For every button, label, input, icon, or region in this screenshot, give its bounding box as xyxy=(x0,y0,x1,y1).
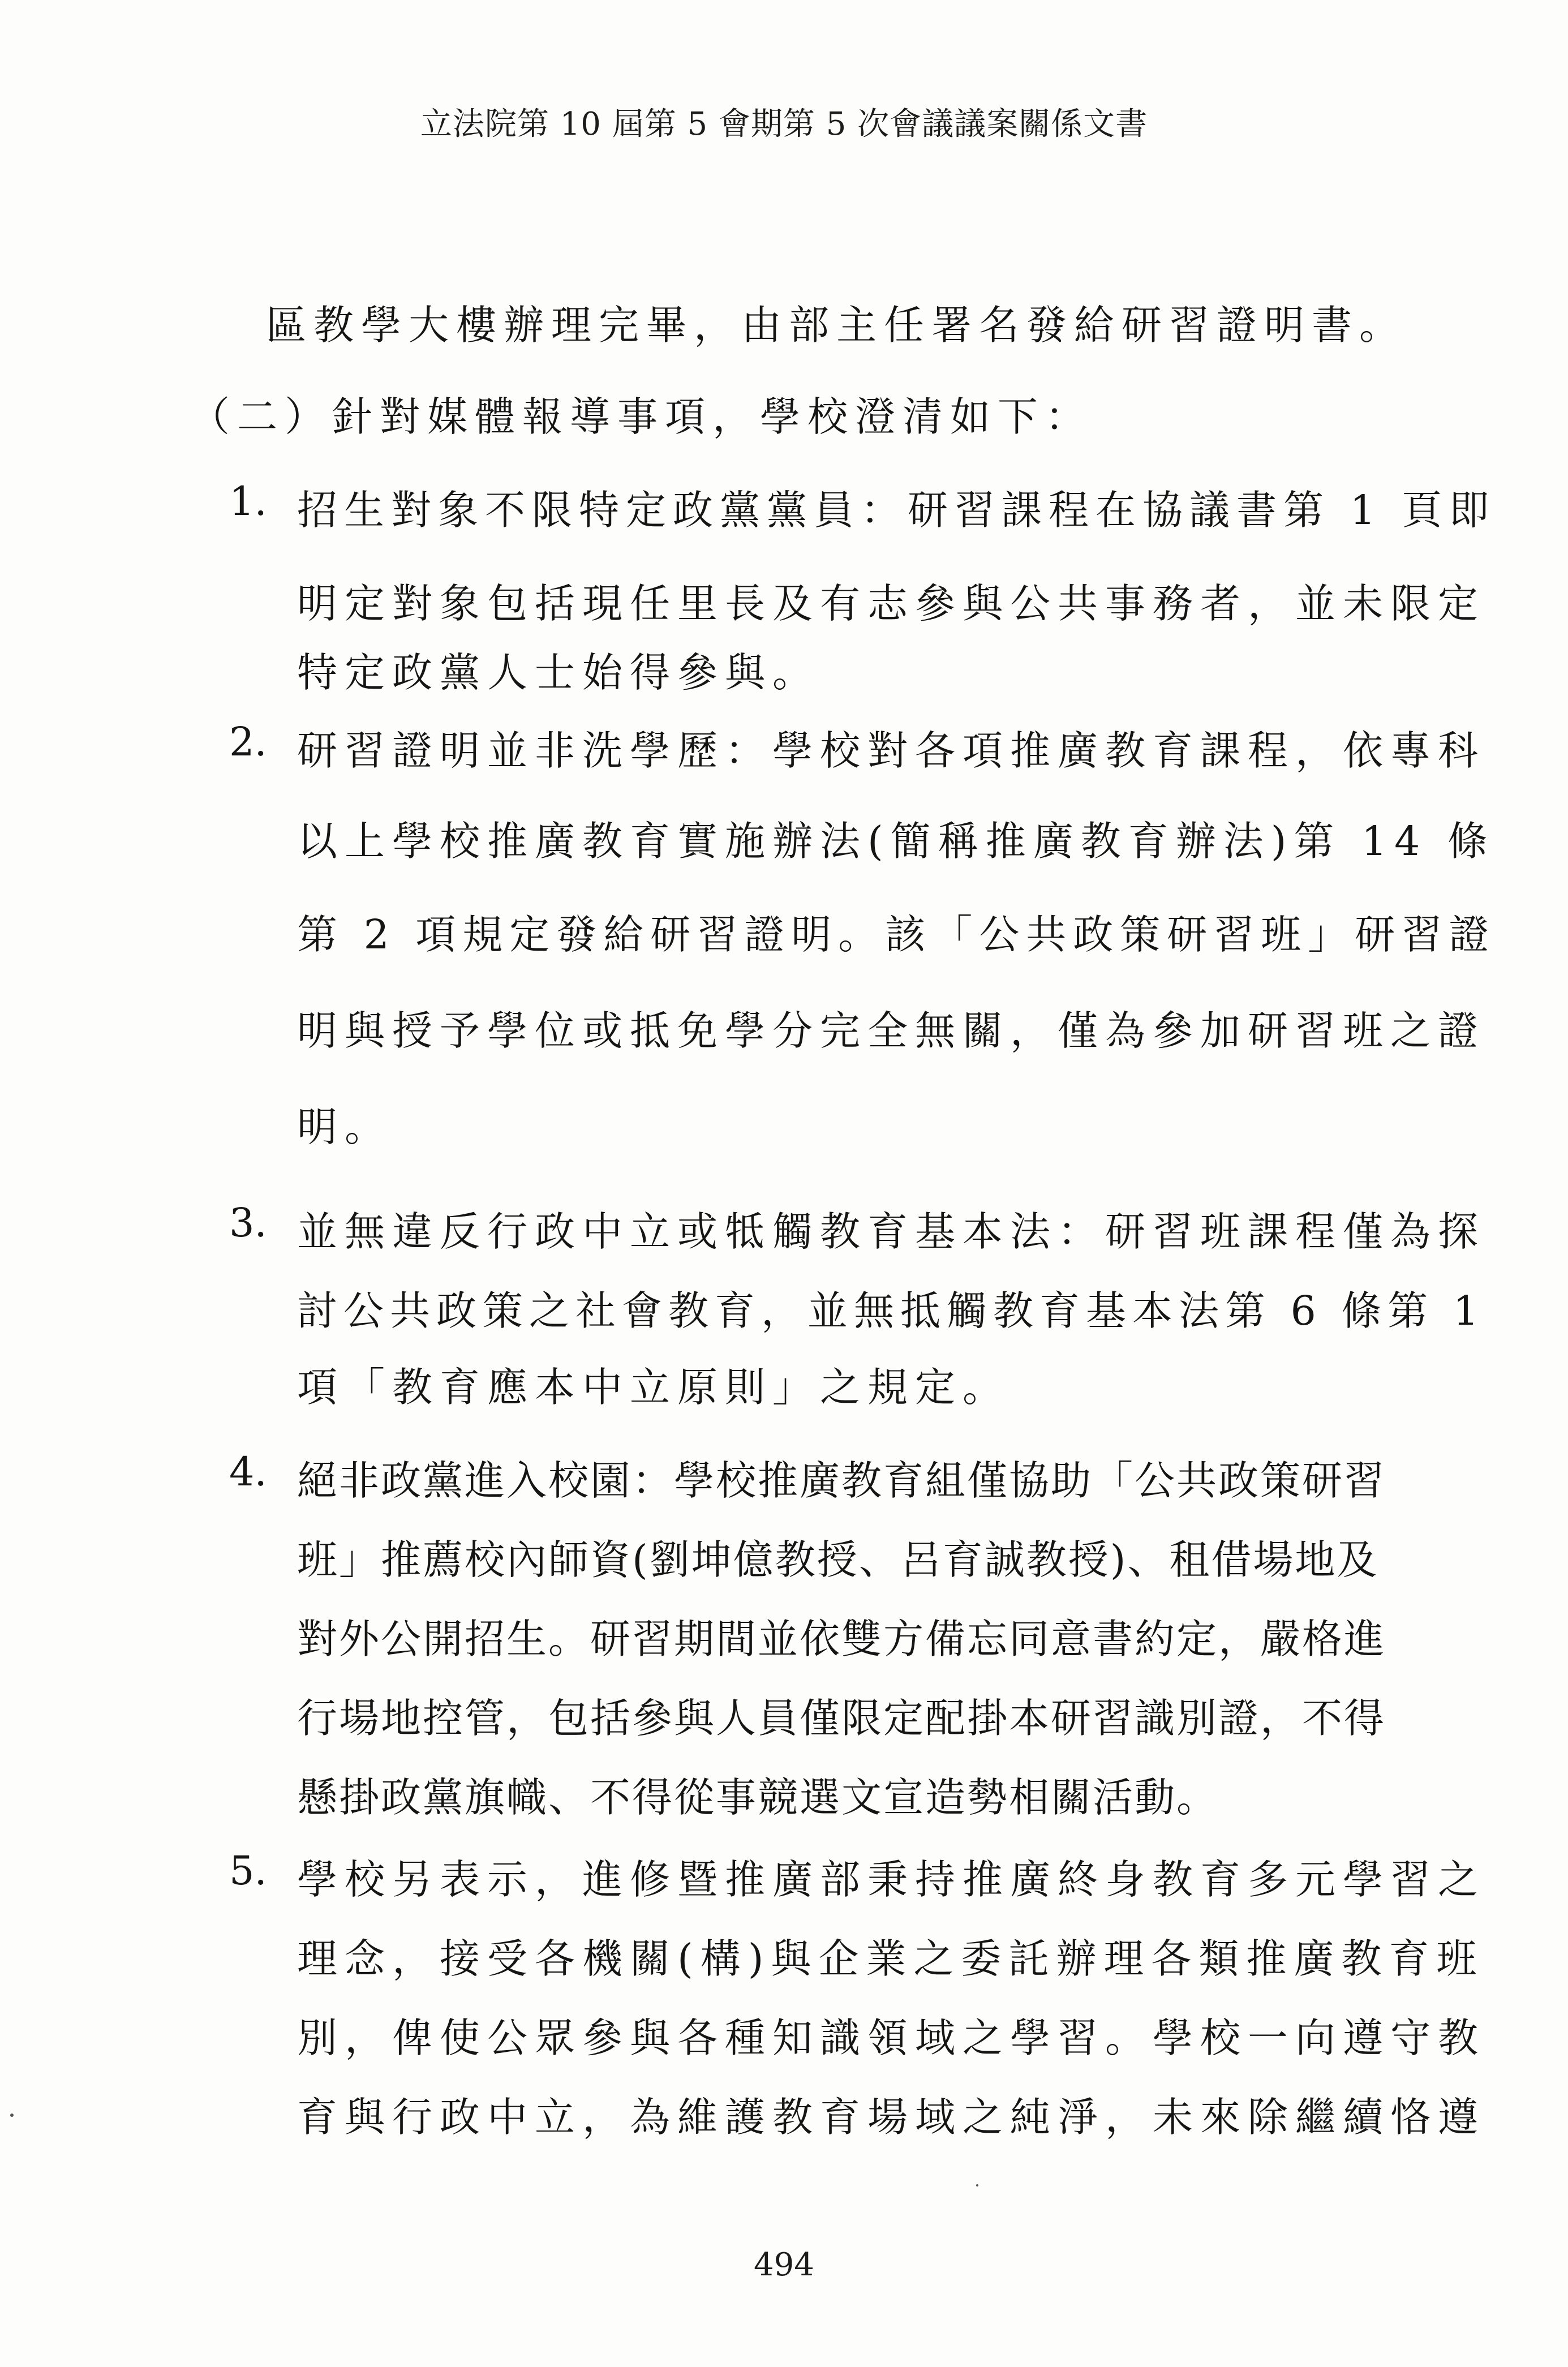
page-number: 494 xyxy=(754,2246,814,2283)
item-5-number: 5. xyxy=(229,1848,267,1894)
continuation-line: 區教學大樓辦理完畢，由部主任署名發給研習證明書。 xyxy=(266,302,1407,349)
item-1-line-1: 招生對象不限特定政黨黨員：研習課程在協議書第 1 頁即 xyxy=(297,487,1496,534)
item-4-line-1: 絕非政黨進入校園：學校推廣教育組僅協助「公共政策研習 xyxy=(297,1457,1386,1504)
item-2-line-5: 明。 xyxy=(297,1103,393,1150)
item-5-line-3: 別，俾使公眾參與各種知識領域之學習。學校一向遵守教 xyxy=(297,2014,1486,2061)
item-2-line-2: 以上學校推廣教育實施辦法(簡稱推廣教育辦法)第 14 條 xyxy=(297,818,1495,865)
section-heading: （二）針對媒體報導事項，學校澄清如下： xyxy=(190,393,1093,440)
item-3-line-1: 並無違反行政中立或牴觸教育基本法：研習班課程僅為探 xyxy=(297,1208,1486,1255)
scan-speck xyxy=(10,2113,14,2117)
scan-speck xyxy=(976,2184,978,2186)
document-header: 立法院第 10 屆第 5 會期第 5 次會議議案關係文書 xyxy=(420,106,1148,143)
item-1-line-3: 特定政黨人士始得參與。 xyxy=(297,649,820,696)
item-4-line-2: 班」推薦校內師資(劉坤億教授、呂育誠教授)、租借場地及 xyxy=(297,1536,1379,1583)
item-3-line-2: 討公共政策之社會教育，並無抵觸教育基本法第 6 條第 1 xyxy=(297,1287,1485,1334)
item-2-line-1: 研習證明並非洗學歷：學校對各項推廣教育課程，依專科 xyxy=(297,727,1486,774)
item-4-line-3: 對外公開招生。研習期間並依雙方備忘同意書約定，嚴格進 xyxy=(297,1616,1386,1663)
item-2-line-4: 明與授予學位或抵免學分完全無關，僅為參加研習班之證 xyxy=(297,1007,1486,1054)
item-5-line-1: 學校另表示，進修暨推廣部秉持推廣終身教育多元學習之 xyxy=(297,1856,1486,1903)
item-3-number: 3. xyxy=(229,1200,267,1246)
item-3-line-3: 項「教育應本中立原則」之規定。 xyxy=(297,1364,1011,1411)
item-2-number: 2. xyxy=(229,719,267,765)
item-4-line-4: 行場地控管，包括參與人員僅限定配掛本研習識別證，不得 xyxy=(297,1695,1386,1742)
item-1-number: 1. xyxy=(229,478,267,525)
item-4-number: 4. xyxy=(229,1449,267,1495)
item-4-line-5: 懸掛政黨旗幟、不得從事競選文宣造勢相關活動。 xyxy=(297,1774,1219,1821)
item-2-line-3: 第 2 項規定發給研習證明。該「公共政策研習班」研習證 xyxy=(297,911,1496,958)
item-5-line-2: 理念，接受各機關(構)與企業之委託辦理各類推廣教育班 xyxy=(297,1935,1484,1982)
item-5-line-4: 育與行政中立，為維護教育場域之純淨，未來除繼續恪遵 xyxy=(297,2094,1486,2141)
item-1-line-2: 明定對象包括現任里長及有志參與公共事務者，並未限定 xyxy=(297,580,1486,627)
